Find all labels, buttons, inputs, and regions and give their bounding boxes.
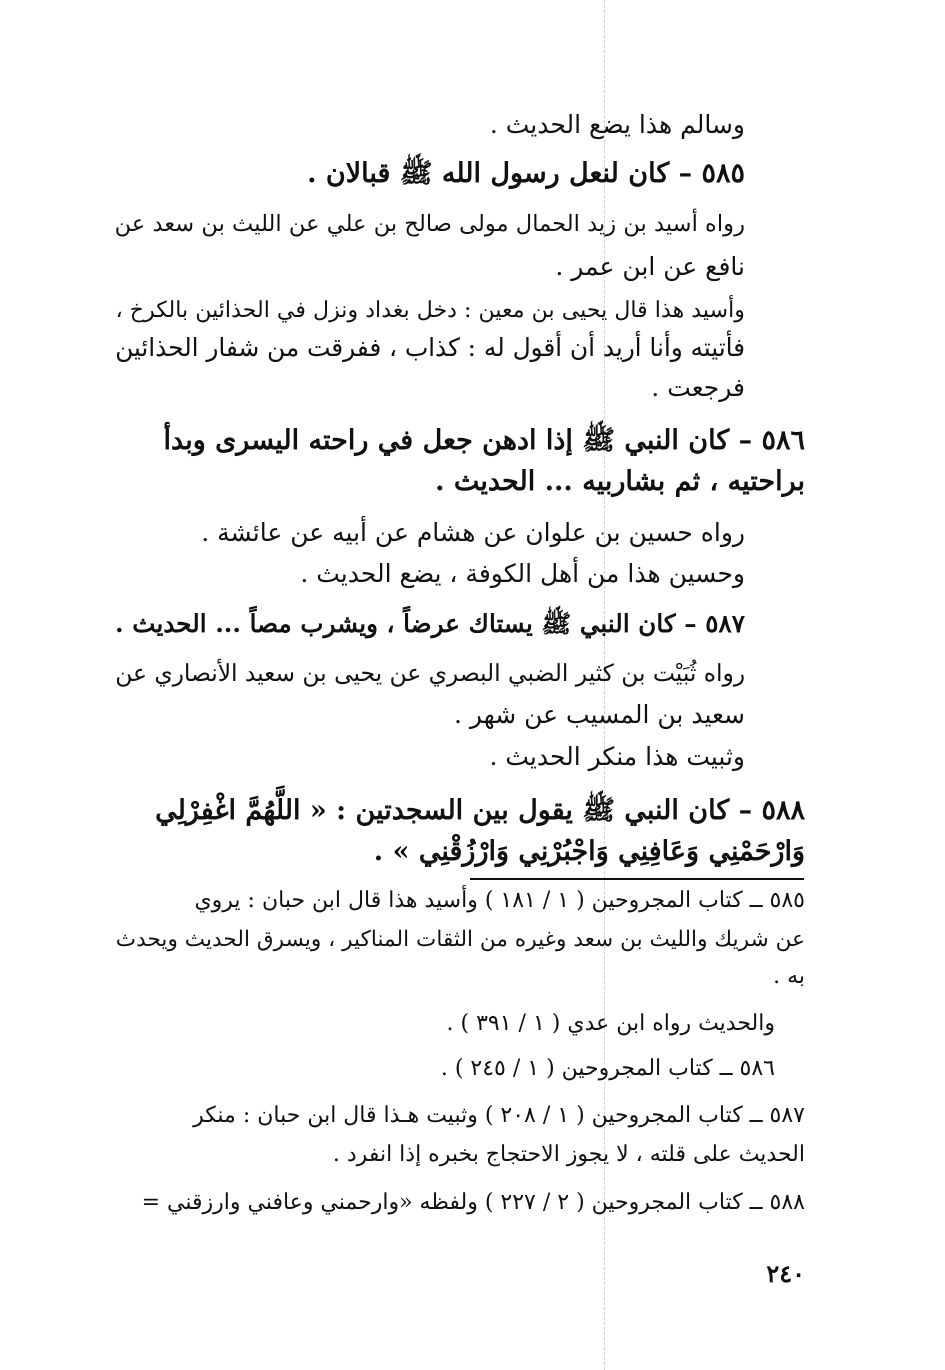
entry-586-heading-2: براحتيه ، ثم بشاربيه ... الحديث . [435,466,805,497]
footnote-587-line-2: الحديث على قلته ، لا يجوز الاحتجاج بخبره إذا انفرد . [332,1142,805,1167]
entry-586-heading-1: ٥٨٦ – كان النبي ﷺ إذا ادهن جعل في راحته اليسرى وبدأ [163,425,805,456]
footnote-585-line-2: عن شريك والليث بن سعد وغيره من الثقات المناكير ، ويسرق الحديث ويحدث [115,927,805,952]
footnote-586: ٥٨٦ ــ كتاب المجروحين ( ١ / ٢٤٥ ) . [440,1056,775,1081]
entry-585-text-2: نافع عن ابن عمر . [555,252,745,281]
entry-585-text-5: فرجعت . [651,373,745,402]
entry-588-heading-1: ٥٨٨ – كان النبي ﷺ يقول بين السجدتين : « اللَّهُمَّ اغْفِرْلِي [155,795,805,826]
intro-line: وسالم هذا يضع الحديث . [489,110,745,139]
page-number: ٢٤٠ [766,1259,805,1288]
entry-587-text-1: رواه ثُبَيْت بن كثير الضبي البصري عن يحيى بن سعيد الأنصاري عن [115,659,745,687]
footnote-587-line-1: ٥٨٧ ــ كتاب المجروحين ( ١ / ٢٠٨ ) وثبيت هـذا قال ابن حبان : منكر [193,1103,805,1128]
entry-586-text-1: رواه حسين بن علوان عن هشام عن أبيه عن عائشة . [201,518,745,547]
entry-586-text-2: وحسين هذا من أهل الكوفة ، يضع الحديث . [300,559,745,588]
entry-588-heading-2: وَارْحَمْنِي وَعَافِنِي وَاجْبُرْنِي وَارْزُقْنِي » . [373,836,805,867]
entry-587-text-3: وثبيت هذا منكر الحديث . [489,742,745,771]
entry-585-text-1: رواه أسيد بن زيد الحمال مولى صالح بن علي عن الليث بن سعد عن [114,211,745,237]
entry-585-text-4: فأتيته وأنا أريد أن أقول له : كذاب ، ففرقت من شفار الحذائين [115,333,745,362]
entry-587-heading: ٥٨٧ – كان النبي ﷺ يستاك عرضاً ، ويشرب مصاً ... الحديث . [115,609,745,638]
footnote-585-line-3: به . [773,964,805,989]
entry-585-heading: ٥٨٥ – كان لنعل رسول الله ﷺ قبالان . [307,158,745,189]
footnote-separator [470,878,804,880]
entry-587-text-2: سعيد بن المسيب عن شهر . [454,700,745,729]
footnote-585-extra: والحديث رواه ابن عدي ( ١ / ٣٩١ ) . [446,1011,775,1036]
footnote-585-line-1: ٥٨٥ ــ كتاب المجروحين ( ١ / ١٨١ ) وأسيد هذا قال ابن حبان : يروي [194,888,805,913]
entry-585-text-3: وأسيد هذا قال يحيى بن معين : دخل بغداد ونزل في الحذائين بالكرخ ، [115,297,745,323]
footnote-588: ٥٨٨ ــ كتاب المجروحين ( ٢ / ٢٢٧ ) ولفظه «وارحمني وعافني وارزقني = [141,1190,805,1215]
